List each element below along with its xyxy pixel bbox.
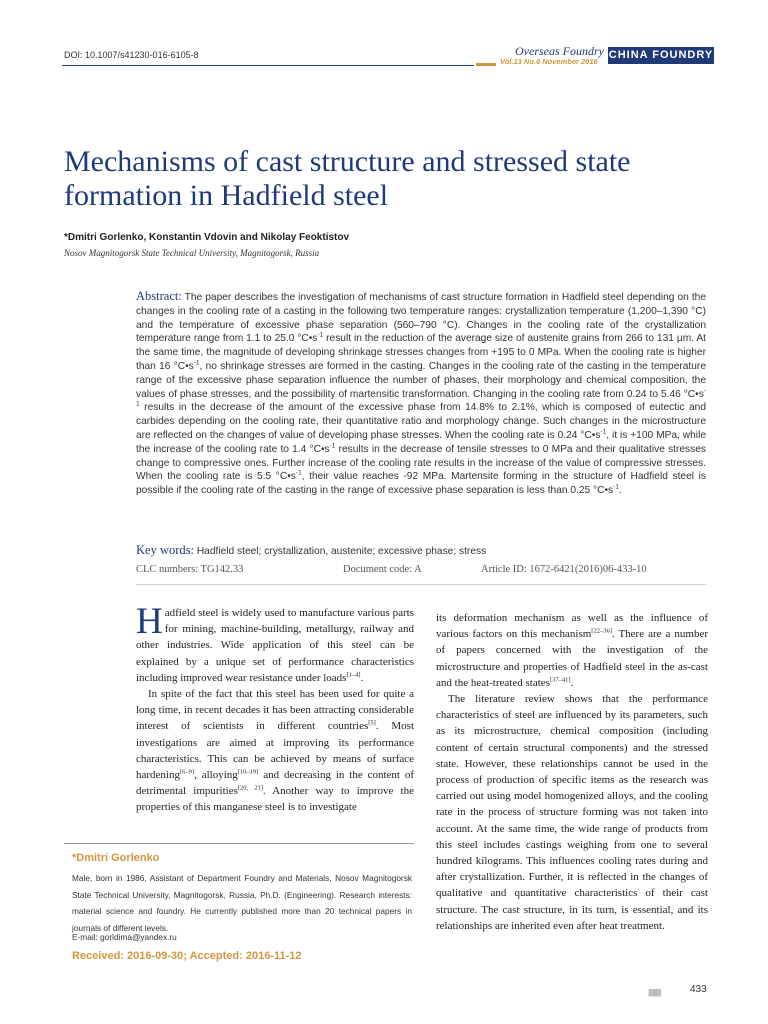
citation: [6–9]: [179, 768, 195, 776]
body-column-right: [436, 610, 708, 934]
abstract: [136, 290, 706, 498]
received-accepted-dates: Received: 2016-09-30; Accepted: 2016-11-12: [72, 950, 302, 962]
journal-brand-box: [608, 47, 714, 64]
keywords: [136, 543, 706, 558]
paragraph-text: In spite of the fact that this steel has been used for quite a long time, in recent decades it has been attracting considerable interest of scientists in different countries: [136, 688, 414, 733]
paragraph-text: , alloying: [194, 769, 238, 782]
citation: [10–19]: [237, 768, 259, 776]
abstract-label: Abstract:: [136, 289, 182, 303]
paragraph-text: .: [570, 676, 574, 689]
paragraph-text: . Another way to improve the properties of this manganese steel is to investigate: [136, 785, 414, 814]
clc-numbers: CLC numbers: TG142.33: [136, 564, 244, 575]
header-rule: [62, 65, 474, 66]
citation: [22–36]: [591, 627, 612, 635]
abstract-text: , it is +100 MPa, while the increase of the cooling rate to 1.4 °C•s: [136, 429, 707, 455]
citation: [37–41]: [549, 676, 571, 684]
superscript: -1: [295, 469, 302, 477]
affiliation: Nosov Magnitogorsk State Technical University, Magnitogorsk, Russia: [64, 248, 320, 258]
bio-email[interactable]: E-mail: gorldima@yandex.ru: [72, 932, 177, 942]
abstract-text: , no shrinkage stresses are formed in the casting. Changes in the cooling rate of the casting in the temperature range of the excessive phase separation influence the number of phases, their morphology and chemical composition, the values of phase stresses, and the possibility of martensitic transformation. Changing in the cooling rate from 0.24 to 5.46 °C•s: [136, 360, 706, 400]
abstract-text: results in the decrease of the amount of the excessive phase from 14.8% to 2.1%, which is composed of eutectic and carbides depending on the cooling rate, their quantitative ratio and morphology change. Such changes in the microstructure are reflected on the changes of value of developing phase stresses. When the cooling rate is 0.24 °C•s: [136, 402, 706, 441]
citation: [1–4]: [346, 671, 361, 679]
body-paragraph: The literature review shows that the performance characteristics of steel are influenced by its parameters, such as its microstructure, chemical composition (including content of certain structural components) and the stressed state. However, these relationships cannot be used in the process of production of specific items as the research was carried out using model homogenized alloys, and the cooling rate in the process of structure forming was not taken into account. At the same time, the wide range of products from this steel includes castings weighing from one to several hundred kilograms. This influences cooling rates during and after crystallization. Further, it is reflected in the changes of qualitative and quantitative characteristics of their cast structure. The cast structure, in its turn, is essential, and its relationships are inherited even after heat treatment.: [436, 693, 708, 932]
paragraph-text: and decreasing in the content of detrimental impurities: [136, 769, 414, 798]
body-paragraph: [136, 601, 414, 686]
body-paragraph: [136, 686, 414, 816]
journal-brand-label: CHINA FOUNDRY: [608, 49, 714, 61]
header-accent-tick: [476, 63, 496, 66]
authors: *Dmitri Gorlenko, Konstantin Vdovin and Nikolay Feoktistov: [64, 232, 350, 243]
article-title-line-2: formation in Hadfield steel: [64, 179, 389, 212]
article-id: Article ID: 1672-6421(2016)06-433-10: [481, 564, 647, 575]
abstract-text: , their value reaches -92 MPa. Martensite forming in the structure of Hadfield steel is possible if the cooling rate of the casting in the range of excessive phase separation is less than 0.25 °C•s: [136, 471, 706, 497]
page-number-bars: ||||||||||||: [648, 988, 661, 997]
paragraph-text: its deformation mechanism as well as the influence of various factors on this mechanism: [436, 612, 708, 641]
paragraph-text: . Most investigations are aimed at improving its performance characteristics. This can be achieved by means of surface hardening: [136, 720, 414, 782]
abstract-divider: [136, 584, 706, 585]
article-title-line-1: Mechanisms of cast structure and stressed state: [64, 145, 631, 178]
citation: [5]: [368, 719, 376, 727]
paragraph-text: adfield steel is widely used to manufacture various parts for mining, machine-building, metallurgy, railway and other industries. Wide application of this steel can be explained by a unique set of performance characteristics including improved wear resistance under loads: [136, 607, 414, 684]
abstract-text: .: [618, 485, 622, 497]
superscript: -1: [613, 483, 619, 491]
keywords-label: Key words:: [136, 543, 194, 557]
bio-author-name: *Dmitri Gorlenko: [72, 852, 160, 864]
journal-name: Overseas Foundry: [515, 44, 604, 58]
journal-issue: Vol.13 No.6 November 2016: [500, 57, 598, 66]
paragraph-text: . There are a number of papers concerned with the investigation of the microstructure and properties of Hadfield steel in the as-cast and the heat-treated states: [436, 628, 708, 689]
paragraph-text: .: [360, 671, 364, 684]
abstract-text: The paper describes the investigation of mechanisms of cast structure formation in Hadfield steel depending on the changes in the cooling rate of a casting in the following two temperature ranges: crystallization temperature (1,200–1,390 °C) and the temperature of excessive phase separation (560–790 °C). Changes in the cooling rate of the crystallization temperature range from 1.1 to 25.0 °C•s: [136, 292, 706, 345]
superscript: -1: [600, 428, 607, 436]
body-paragraph: [436, 610, 708, 691]
bio-text: Male, born in 1986, Assistant of Department Foundry and Materials, Nosov Magnitogorsk State Technical University, Magnitogorsk, Russia, Ph.D. (Engineering). Research interests: material science and foundry. He currently published more than 20 technical papers in journals of different levels.: [72, 873, 412, 933]
document-code: Document code: A: [343, 564, 422, 575]
citation: [20, 21]: [237, 784, 263, 792]
bio-divider: [64, 843, 414, 844]
body-column-left: [136, 601, 414, 816]
superscript: -1: [329, 442, 336, 450]
abstract-text: result in the reduction of the average size of austenite grains from 266 to 131 μm. At the same time, the magnitude of developing shrinkage stresses changes from +195 to 0 MPa. When the cooling rate is higher than 16 °C•s: [136, 333, 706, 372]
doi-text: DOI: 10.1007/s41230-016-6105-8: [64, 50, 199, 60]
page-number: 433: [690, 984, 707, 995]
superscript: -1: [317, 332, 324, 339]
article-title: [64, 145, 714, 213]
superscript: -1: [136, 387, 706, 408]
superscript: -1: [193, 359, 200, 367]
keywords-text: Hadfield steel; crystallization, austenite; excessive phase; stress: [196, 546, 487, 557]
abstract-text: results in the decrease of tensile stresses to 0 MPa and their qualitative stresses change to compressive ones. Further increase of the cooling rate results in the increase of the value of compressive stresses. When the cooling rate is 5.5 °C•s: [136, 443, 706, 483]
drop-cap: H: [136, 601, 163, 642]
